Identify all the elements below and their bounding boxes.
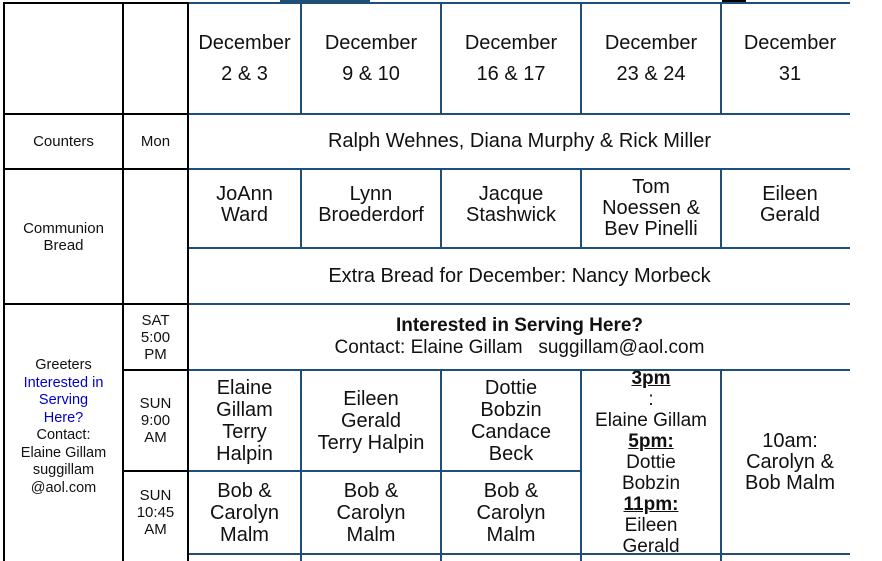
christmas-greeters-cell: 3pm : Elaine Gillam 5pm: Dottie Bobzin 11pm: Eileen Gerald [595, 367, 707, 557]
sun9-cell-2: Eileen Gerald Terry Halpin [317, 387, 425, 454]
sat-contact: Contact: Elaine Gillam suggillam@aol.com [334, 337, 705, 358]
counters-label: Counters [33, 133, 94, 150]
sat-heading: Interested in Serving Here? [395, 315, 644, 336]
counters-names: Ralph Wehnes, Diana Murphy & Rick Miller [327, 130, 712, 152]
sun9-cell-3: Dottie Bobzin Candace Beck [470, 376, 552, 465]
date-header-4: December 23 & 24 [604, 31, 698, 85]
time-3pm: 3pm [631, 367, 671, 389]
time-sun-9: SUN 9:00 AM [139, 395, 172, 446]
sun1045-cell-2: Bob & Carolyn Malm [336, 479, 406, 546]
sun1045-cell-1: Bob & Carolyn Malm [210, 479, 279, 546]
date-header-3: December 16 & 17 [464, 31, 558, 85]
communion-label: Communion Bread [23, 219, 104, 254]
communion-cell-4: Tom Noessen & Bev Pinelli [602, 176, 700, 240]
counters-day: Mon [140, 133, 171, 150]
date-header-2: December 9 & 10 [324, 31, 418, 85]
time-11pm: 11pm: [623, 493, 679, 515]
greeters-label: Greeters Interested in Serving Here? Contact: Elaine Gillam suggillam @aol.com [20, 357, 107, 496]
communion-cell-1: JoAnn Ward [216, 183, 273, 226]
extra-bread: Extra Bread for December: Nancy Morbeck [328, 264, 711, 287]
time-sat: SAT 5:00 PM [140, 311, 171, 363]
communion-cell-5: Eileen Gerald [759, 183, 821, 226]
time-5pm: 5pm: [628, 430, 674, 452]
dec31-greeters-cell: 10am: Carolyn & Bob Malm [744, 429, 836, 494]
communion-cell-2: Lynn Broederdorf [318, 183, 424, 226]
date-header-5: December 31 [743, 31, 837, 85]
sun1045-cell-3: Bob & Carolyn Malm [476, 479, 546, 546]
sun9-cell-1: Elaine Gillam Terry Halpin [216, 376, 273, 465]
time-sun-1045: SUN 10:45 AM [136, 487, 175, 538]
communion-cell-3: Jacque Stashwick [465, 183, 557, 226]
sat-interested-cell [189, 305, 850, 369]
date-header-1: December 2 & 3 [198, 31, 291, 85]
